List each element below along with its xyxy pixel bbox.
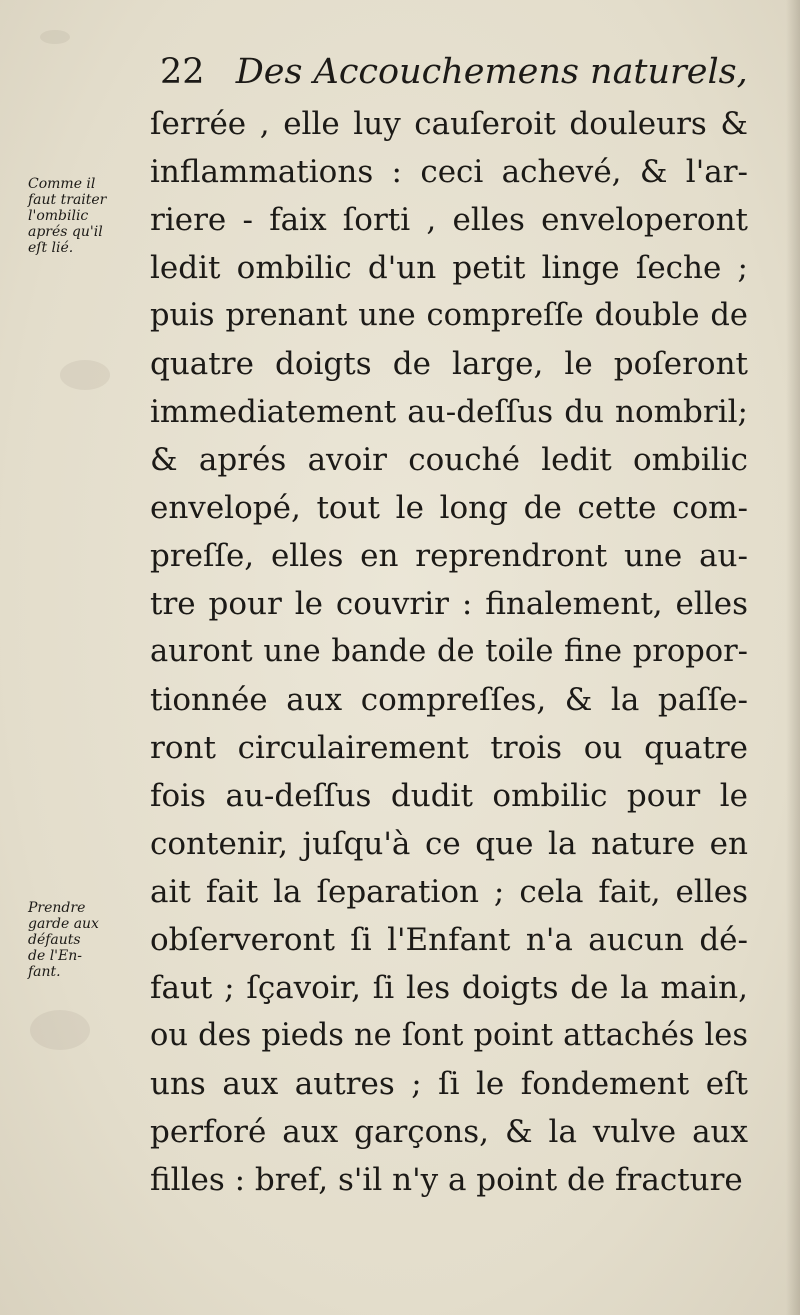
text-line: ront circulairement trois ou quatre — [150, 730, 748, 766]
text-line: puis prenant une compreſſe double de — [150, 298, 748, 333]
text-line: tre pour le couvrir : finalement, elles — [150, 586, 748, 622]
running-title: Des Accouchemens naturels, — [235, 52, 748, 92]
text-line: preſſe, elles en reprendront une au- — [150, 538, 748, 574]
text-line: envelopé, tout le long de cette com- — [150, 490, 748, 526]
text-line: filles : bref, s'il n'y a point de fracture — [150, 1162, 743, 1198]
margin-note-line: eſt lié. — [28, 240, 74, 256]
margin-note — [28, 900, 148, 980]
text-line: immediatement au-deſſus du nombril; — [150, 394, 748, 430]
text-line: ſerrée , elle luy cauſeroit douleurs & — [150, 106, 748, 142]
margin-note-line: de l'En- — [28, 948, 82, 964]
margin-note-line: Prendre — [28, 900, 86, 916]
text-line: fois au-deſſus dudit ombilic pour le — [150, 778, 748, 814]
text-line: inflammations : ceci achevé, & l'ar- — [150, 154, 748, 190]
margin-note-line: faut traiter — [28, 192, 107, 208]
text-line: faut ; ſçavoir, ſi les doigts de la main, — [150, 970, 748, 1006]
margin-note-line: l'ombilic — [28, 208, 89, 224]
page-number: 22 — [160, 52, 205, 92]
text-line: & aprés avoir couché ledit ombilic — [150, 442, 748, 478]
paper-stain — [30, 1010, 90, 1050]
text-line: contenir, juſqu'à ce que la nature en — [150, 826, 748, 862]
text-line: quatre doigts de large, le poſeront — [150, 346, 748, 382]
text-line: ait fait la ſeparation ; cela fait, elles — [150, 874, 748, 910]
paper-stain — [40, 30, 70, 44]
text-line: ledit ombilic d'un petit linge ſeche ; — [150, 250, 748, 286]
text-line: riere - faix ſorti , elles enveloperont — [150, 202, 748, 238]
margin-note-line: garde aux — [28, 916, 99, 932]
text-line: tionnée aux compreſſes, & la paſſe- — [150, 682, 748, 718]
margin-note-line: aprés qu'il — [28, 224, 103, 240]
paper-stain — [60, 360, 110, 390]
margin-note-line: fant. — [28, 964, 61, 980]
text-line: uns aux autres ; ſi le fondement eſt — [150, 1066, 748, 1102]
text-line: perforé aux garçons, & la vulve aux — [150, 1114, 748, 1150]
text-line: obſerveront ſi l'Enfant n'a aucun dé- — [150, 922, 748, 958]
margin-note-line: défauts — [28, 932, 81, 948]
text-line: ou des pieds ne ſont point attachés les — [150, 1018, 748, 1053]
margin-note-line: Comme il — [28, 176, 96, 192]
running-header — [160, 52, 760, 92]
text-line: auront une bande de toile fine propor- — [150, 634, 748, 669]
margin-note — [28, 176, 148, 256]
page-edge-shadow — [786, 0, 800, 1315]
body-text — [150, 100, 748, 1204]
